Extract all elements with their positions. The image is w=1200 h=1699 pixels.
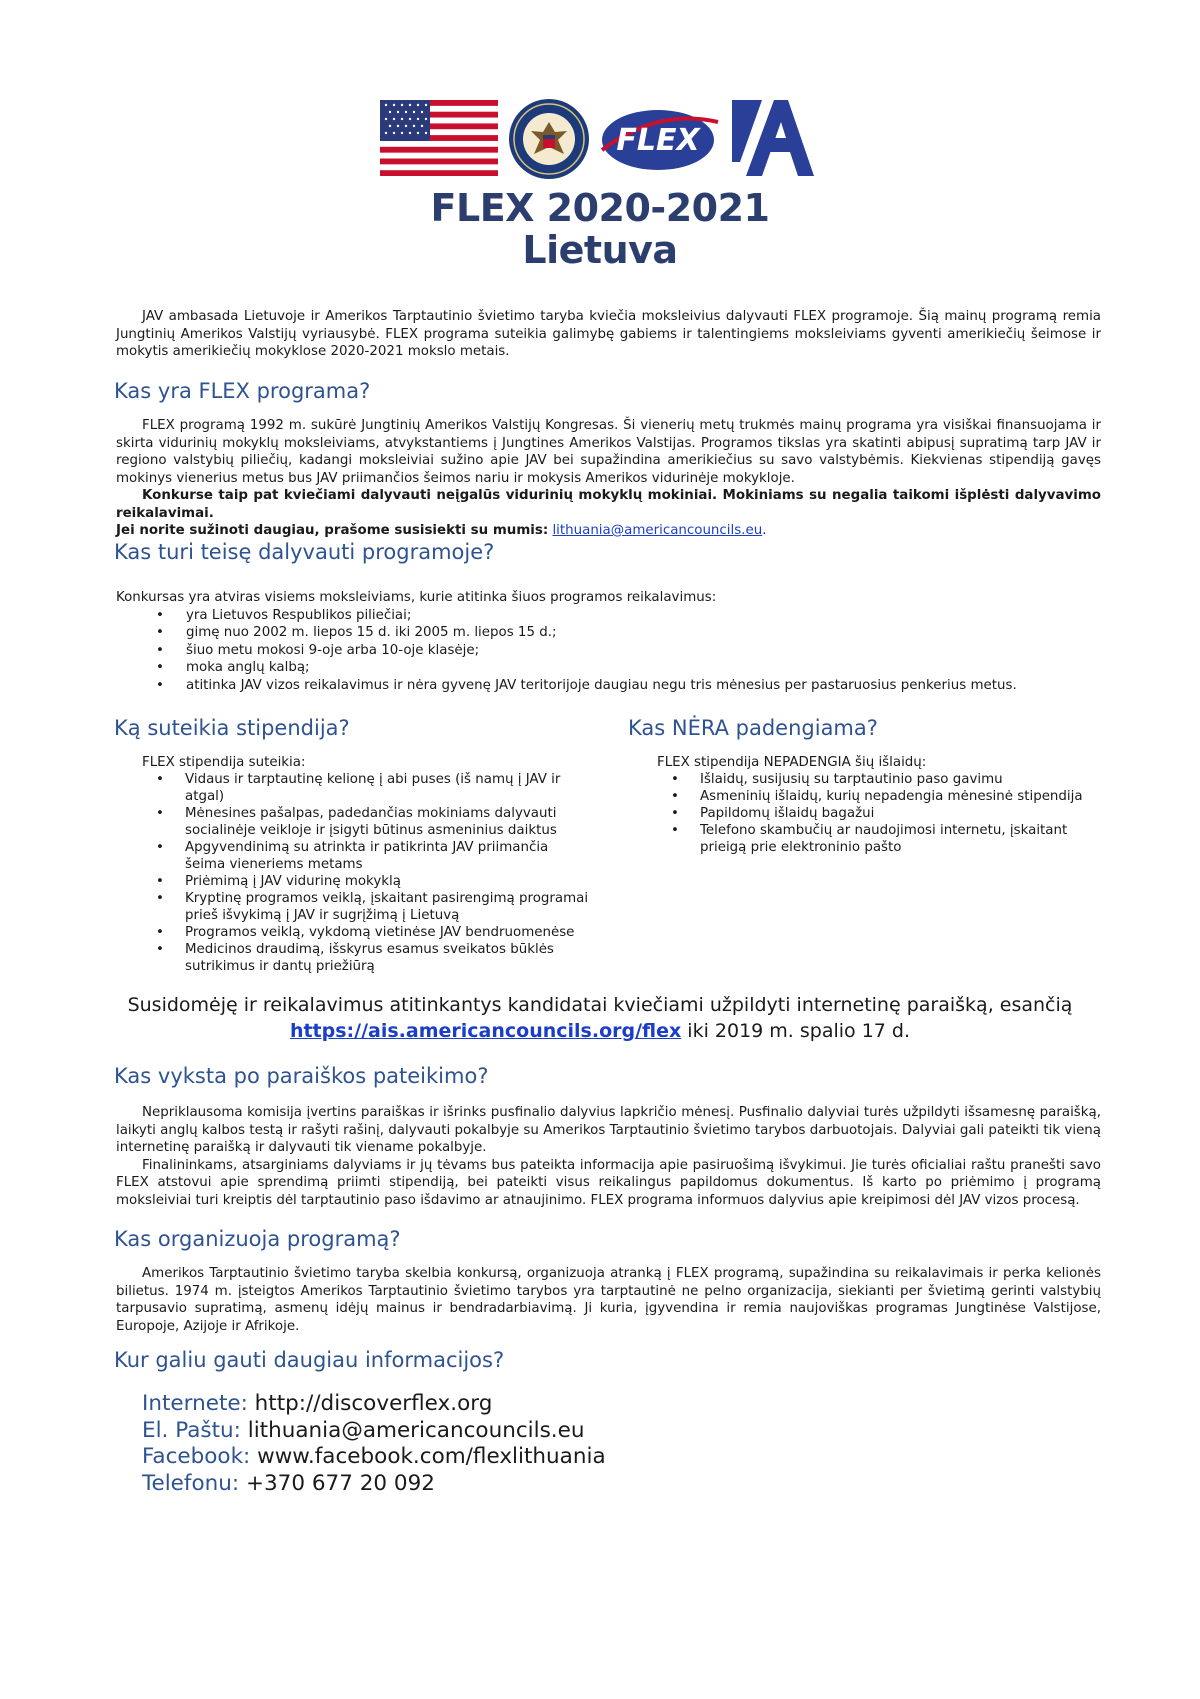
contact-email [142,1418,606,1445]
phone-label: Telefonu: [142,1470,240,1496]
heading-what-is-flex: Kas yra FLEX programa? [114,379,371,403]
not-covered-lead: FLEX stipendija NEPADENGIA šių išlaidų: [657,755,927,770]
page-title: FLEX 2020-2021 [430,186,770,230]
cta-link-line [0,1018,1200,1044]
list-item: • Asmeninių išlaidų, kurių nepadengia mėnesinė stipendija [657,788,1112,805]
heading-more-info: Kur galiu gauti daugiau informacijos? [114,1348,505,1372]
cta-line: Susidomėję ir reikalavimus atitinkantys kandidatai kviečiami užpildyti internetinę paraišką, esančią [127,994,1073,1016]
deadline-text: iki 2019 m. spalio 17 d. [681,1020,911,1042]
list-item: • Mėnesines pašalpas, padedančias mokiniams dalyvauti socialinėje veikloje ir įsigyti būtinus asmeninius daiktus [142,805,592,839]
list-item: • Programos veiklą, vykdomą vietinėse JAV bendruomenėse [142,924,592,941]
contact-line [116,522,1101,540]
us-flag-icon [380,100,498,176]
what-is-flex-body [116,417,1101,540]
list-item: • Medicinos draudimą, išskyrus esamus sveikatos būklės sutrikimus ir dantų priežiūrą [142,941,592,975]
logo-strip [380,98,840,180]
list-item: • Telefono skambučių ar naudojimosi internetu, įskaitant prieigą prie elektroninio pašto [657,822,1112,856]
facebook-label: Facebook: [142,1444,251,1469]
contact-facebook [142,1444,606,1471]
scholarship-covers-body [142,754,592,975]
list-item: • Papildomų išlaidų bagažui [657,805,1112,822]
flex-logo-icon [598,104,722,174]
website-label: Internete: [142,1391,248,1416]
heading-organizer: Kas organizuoja programą? [114,1227,401,1251]
contact-prompt: Jei norite sužinoti daugiau, prašome susisiekti su mumis: [116,523,549,538]
department-of-state-seal-icon [508,98,590,180]
eligibility-lead: Konkursas yra atviras visiems moksleiviams, kurie atitinka šiuos programos reikalavimus: [116,590,717,605]
not-covered-list [657,771,1112,856]
list-item: • Vidaus ir tarptautinę kelionę į abi puses (iš namų į JAV ir atgal) [142,771,592,805]
list-item: • šiuo metu mokosi 9-oje arba 10-oje klasėje; [116,642,1101,660]
heading-not-covered: Kas NĖRA padengiama? [628,716,878,740]
list-item: • yra Lietuvos Respublikos piliečiai; [116,607,1101,625]
list-item: • atitinka JAV vizos reikalavimus ir nėra gyvenę JAV teritorijoje daugiau negu tris mėnesius per pastaruosius penkerius metus. [116,677,1101,695]
eligibility-list [116,607,1101,695]
not-covered-body [657,754,1112,856]
organizer-text: Amerikos Tarptautinio švietimo taryba skelbia konkursą, organizuoja atranką į FLEX programą, supažindina su reikalavimais ir perka kelionės bilietus. 1974 m. įsteigtos Amerikos Tarptautinio švietimo tarybos yra tarptautinė ne pelno organizacija, siekianti per švietimą gerinti valstybių tarpusavio supratimą, asmenų idėjų mainus ir bendradarbiavimą. Ji kuria, įgyvendina ir remia naujoviškas programas Jungtinėse Valstijose, Europoje, Azijoje ir Afrikoje. [116,1266,1101,1334]
after-application-body [116,1104,1101,1209]
website-value[interactable]: http://discoverflex.org [247,1391,493,1416]
application-link[interactable]: https://ais.americancouncils.org/flex [289,1020,682,1042]
organizer-body [116,1265,1101,1335]
intro-paragraph [116,308,1101,361]
covers-list [142,771,592,975]
svg-text:FLEX: FLEX [616,123,700,158]
contact-phone [142,1471,606,1498]
intro-text: JAV ambasada Lietuvoje ir Amerikos Tarptautinio švietimo taryba kviečia moksleivius dalyvauti FLEX programoje. Šią mainų programą remia Jungtinių Amerikos Valstijų vyriausybė. FLEX programa suteikia galimybę gabiems ir talentingiems moksleiviams gyventi amerikiečių šeimose ir mokytis amerikiečių mokyklose 2020-2021 mokslo metais. [116,309,1101,359]
disability-note: Konkurse taip pat kviečiami dalyvauti neįgalūs vidurinių mokyklų mokiniai. Mokiniams su negalia taikomi išplėsti dalyvavimo reikalavimai. [116,488,1101,521]
facebook-value[interactable]: www.facebook.com/flexlithuania [250,1444,606,1469]
email-label: El. Paštu: [142,1417,241,1443]
phone-value[interactable]: +370 677 20 092 [239,1470,435,1496]
heading-eligibility: Kas turi teisę dalyvauti programoje? [114,540,495,564]
email-value[interactable]: lithuania@americancouncils.eu [240,1417,585,1443]
list-item: • Išlaidų, susijusių su tarptautinio paso gavimu [657,771,1112,788]
heading-scholarship-covers: Ką suteikia stipendija? [114,716,350,740]
list-item: • Apgyvendinimą su atrinkta ir patikrinta JAV priimančia šeima vieneriems metams [142,839,592,873]
list-item: • Priėmimą į JAV vidurinę mokyklą [142,873,592,890]
contact-email-link[interactable]: lithuania@americancouncils.eu [552,523,763,538]
american-councils-logo-icon [732,100,814,176]
eligibility-body [116,589,1101,694]
contact-period: . [762,523,767,538]
contact-website [142,1391,606,1418]
page-subtitle: Lietuva [522,228,678,272]
contact-list [142,1391,606,1497]
covers-lead: FLEX stipendija suteikia: [142,755,306,770]
list-item: • gimę nuo 2002 m. liepos 15 d. iki 2005 m. liepos 15 d.; [116,624,1101,642]
list-item: • Kryptinę programos veiklą, įskaitant pasirengimą programai prieš išvykimą į JAV ir sugrįžimą į Lietuvą [142,890,592,924]
after-application-text-1: Nepriklausoma komisija įvertins paraiškas ir išrinks pusfinalio dalyvius lapkričio mėnesį. Pusfinalio dalyviai turės užpildyti išsamesnę paraišką, laikyti anglų kalbos testą ir rašyti rašinį, dalyvauti pokalbyje su Amerikos Tarptautinio švietimo tarybos darbuotojais. Dalyviai gali pateikti tik vieną internetinę paraišką ir dalyvauti tik viename pokalbyje. [116,1105,1101,1155]
list-item: • moka anglų kalbą; [116,659,1101,677]
after-application-text-2: Finalininkams, atsarginiams dalyviams ir jų tėvams bus pateikta informacija apie pasiruošimą išvykimui. Jie turės oficialiai raštu pranešti savo FLEX atstovui apie sprendimą priimti stipendiją, bei pateikti visus reikalingus papildomus dokumentus. Iš karto po priėmimo į programą moksleiviai turi kreiptis dėl tarptautinio paso išdavimo ar atnaujinimo. FLEX programa informuos dalyvius apie kreipimosi dėl JAV vizos procesą. [116,1157,1101,1208]
heading-after-application: Kas vyksta po paraiškos pateikimo? [114,1064,489,1088]
what-is-flex-text: FLEX programą 1992 m. sukūrė Jungtinių Amerikos Valstijų Kongresas. Ši vienerių metų trukmės mainų programa yra visiškai finansuojama ir skirta vidurinių mokyklų moksleiviams, atvykstantiems į Jungtines Amerikos Valstijas. Programos tikslas yra skatinti abipusį supratimą tarp JAV ir regiono valstybių piliečių, kadangi moksleiviai sužino apie JAV bei supažindina amerikiečius su savo valstybėmis. Kiekvienas stipendiją gavęs mokinys vienerius metus bus JAV priimančios šeimos nariu ir mokysis Amerikos vidurinėje mokykloje. [116,418,1101,486]
application-call [0,992,1200,1044]
